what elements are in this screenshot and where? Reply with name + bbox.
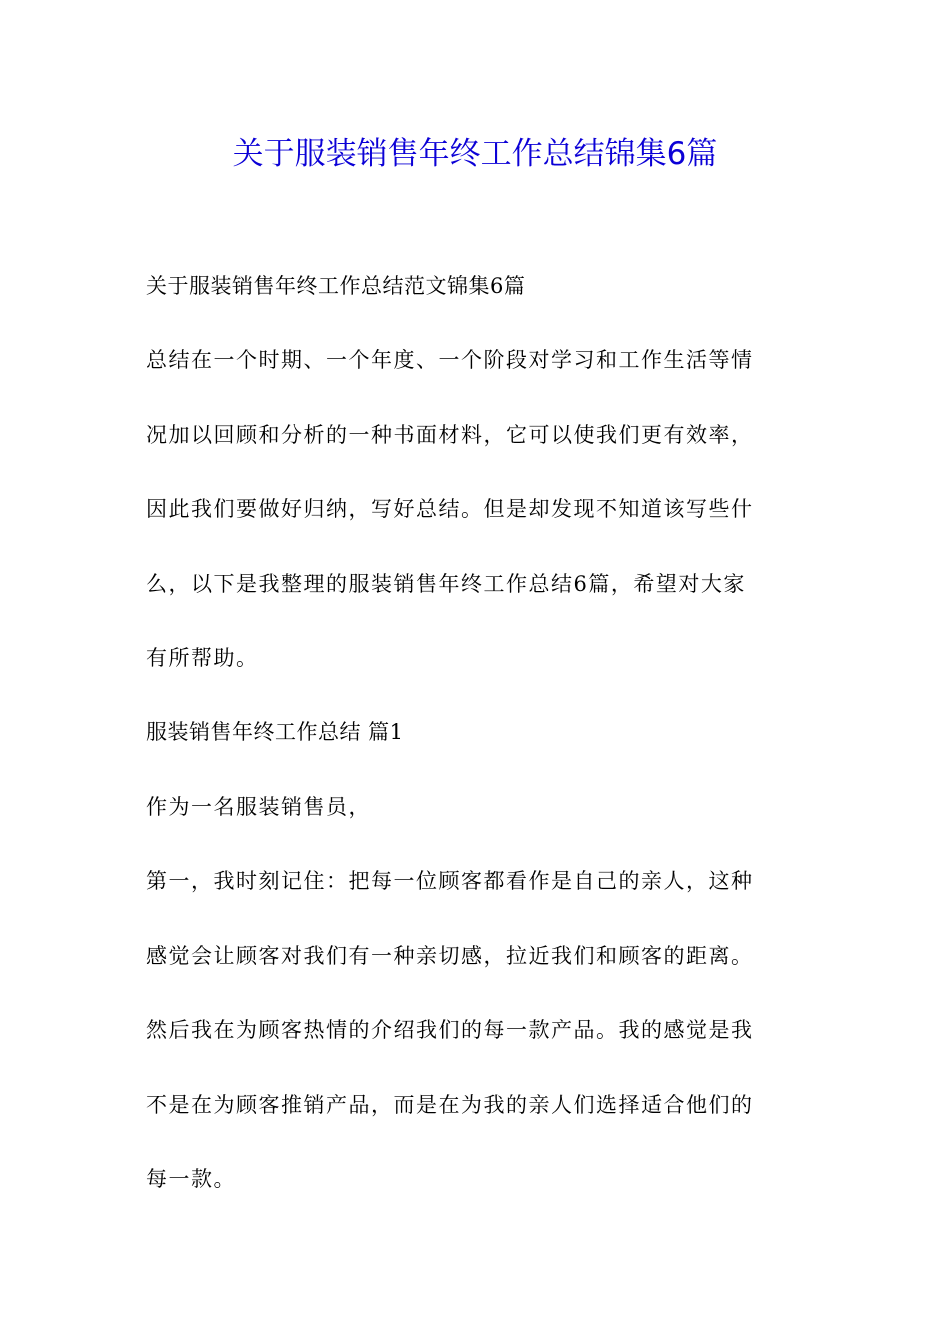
intro-line: 总结在一个时期、一个年度、一个阶段对学习和工作生活等情: [146, 348, 754, 372]
body-line: 感觉会让顾客对我们有一种亲切感，拉近我们和顾客的距离。: [146, 944, 754, 968]
body-line: 每一款。: [146, 1167, 236, 1191]
body-line: 不是在为顾客推销产品，而是在为我的亲人们选择适合他们的: [146, 1093, 754, 1117]
body-line: 第一，我时刻记住：把每一位顾客都看作是自己的亲人，这种: [146, 869, 754, 893]
document-title: 关于服装销售年终工作总结锦集6篇: [232, 136, 718, 172]
intro-line: 因此我们要做好归纳，写好总结。但是却发现不知道该写些什: [146, 497, 754, 521]
intro-line: 有所帮助。: [146, 646, 259, 670]
document-subtitle: 关于服装销售年终工作总结范文锦集6篇: [146, 274, 526, 298]
body-line: 然后我在为顾客热情的介绍我们的每一款产品。我的感觉是我: [146, 1018, 754, 1042]
intro-line: 么，以下是我整理的服装销售年终工作总结6篇，希望对大家: [146, 572, 746, 596]
section-heading: 服装销售年终工作总结 篇1: [146, 720, 404, 744]
body-line: 作为一名服装销售员，: [146, 795, 371, 819]
intro-line: 况加以回顾和分析的一种书面材料，它可以使我们更有效率，: [146, 423, 754, 447]
